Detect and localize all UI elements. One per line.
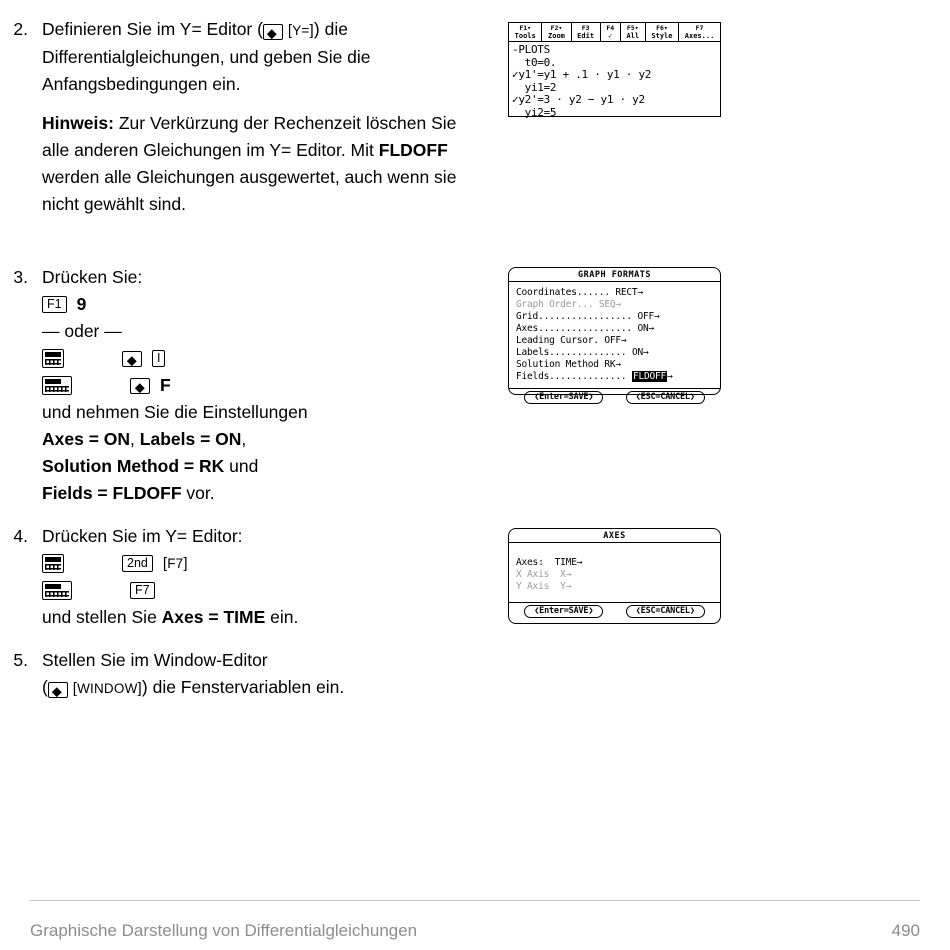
axes-row[interactable]: Y Axis Y→	[516, 581, 572, 592]
step-3-keyrow-ti89	[42, 345, 308, 372]
diamond-key-icon[interactable]	[130, 378, 150, 394]
esc-cancel-button[interactable]: ❮ESC=CANCEL❯	[626, 605, 705, 618]
y-equals-key: [Y=]	[287, 22, 314, 39]
graph-formats-list	[509, 282, 720, 385]
y-equals-key-label: Y=	[292, 23, 310, 38]
second-key[interactable]: 2nd	[122, 555, 153, 572]
note-text-a: Zur Verkürzung der Rechenzeit löschen Sie alle anderen Gleichungen im Y= Editor. Mit	[42, 113, 457, 160]
graph-formats-title: GRAPH FORMATS	[509, 268, 720, 282]
format-row[interactable]: Solution Method RK→	[516, 359, 621, 370]
axes-title: AXES	[509, 529, 720, 543]
f1-key[interactable]: F1	[42, 296, 67, 313]
format-row[interactable]: Graph Order... SEQ→	[516, 299, 621, 310]
axes-row[interactable]: Axes: TIME→	[516, 557, 583, 568]
window-key-label: WINDOW	[77, 681, 138, 696]
screenshot-graph-formats	[508, 267, 721, 402]
step-4-keyrow-ti89	[42, 550, 298, 577]
step-2-paragraph	[42, 16, 470, 98]
toolbar-check[interactable]: F4 ✓	[601, 23, 621, 41]
note-bold-fldoff: FLDOFF	[378, 140, 448, 160]
format-row[interactable]: Labels.............. ON→	[516, 347, 649, 358]
step-3-or: — oder —	[42, 321, 122, 341]
note-label: Hinweis:	[42, 113, 114, 133]
step-3-body	[42, 264, 308, 507]
format-row[interactable]: Grid................. OFF→	[516, 311, 660, 322]
diamond-key-icon[interactable]	[122, 351, 142, 367]
setting-axes-on: Axes = ON	[42, 429, 131, 449]
f7-key[interactable]: F7	[130, 582, 155, 599]
step-3-keyrow-f1	[42, 291, 308, 318]
format-row-fields[interactable]: Fields.............. FLDOFF→	[516, 371, 673, 382]
graph-formats-footer	[509, 388, 720, 405]
step-3-number: 3.	[13, 267, 28, 287]
ti92-calculator-icon	[42, 581, 72, 600]
step-4-tail	[42, 604, 298, 631]
axes-row[interactable]: X Axis X→	[516, 569, 572, 580]
toolbar-zoom[interactable]: F2▾ Zoom	[542, 23, 571, 41]
i-key[interactable]: I	[152, 350, 165, 367]
toolbar-axes[interactable]: F7 Axes...	[684, 24, 715, 40]
screenshot-axes	[508, 528, 721, 624]
step-4-tail-a: und stellen Sie	[42, 607, 162, 627]
step-4-number: 4.	[13, 526, 28, 546]
footer-title: Graphische Darstellung von Differentialgleichungen	[30, 921, 418, 940]
nine-key-label: 9	[76, 294, 87, 314]
y-editor-line: ✓y1'=y1 + .1 · y1 · y2	[512, 68, 652, 81]
step-3-tail-d: Fields = FLDOFF vor.	[42, 483, 215, 503]
step-3-tail-c: Solution Method = RK und	[42, 456, 259, 476]
y-editor-toolbar	[509, 23, 720, 42]
step-5-line-2: ( [WINDOW]) die Fenstervariablen ein.	[42, 674, 344, 702]
toolbar-all[interactable]: F5▾ All	[621, 23, 646, 41]
y-editor-line: yi1=2	[512, 80, 557, 94]
format-row[interactable]: Coordinates...... RECT→	[516, 287, 643, 298]
y-editor-line: -PLOTS	[512, 43, 550, 56]
step-5-number: 5.	[13, 650, 28, 670]
step-2	[0, 16, 470, 218]
toolbar-tools[interactable]: F1▾ Tools	[509, 23, 542, 41]
note-text-b: werden alle Gleichungen ausgewertet, auch wenn sie nicht gewählt sind.	[42, 167, 457, 214]
enter-save-button[interactable]: ❮Enter=SAVE❯	[524, 391, 603, 404]
step-4	[0, 523, 470, 631]
step-3-keyrow-ti92	[42, 372, 308, 399]
footer-divider	[30, 900, 920, 901]
step-3-tail-a: und nehmen Sie die Einstellungen	[42, 402, 308, 422]
setting-fields-fldoff: Fields = FLDOFF	[42, 483, 182, 503]
screenshot-y-editor	[508, 22, 721, 117]
diamond-key-icon	[263, 24, 283, 40]
toolbar-style[interactable]: F6▾ Style	[646, 23, 679, 41]
step-2-text-before: Definieren Sie im Y= Editor (	[42, 19, 263, 39]
axes-footer	[509, 602, 720, 619]
y-editor-body	[509, 42, 720, 121]
y-editor-line: t0=0.	[512, 55, 557, 69]
ti92-calculator-icon	[42, 376, 72, 395]
esc-cancel-button[interactable]: ❮ESC=CANCEL❯	[626, 391, 705, 404]
ti89-calculator-icon	[42, 349, 64, 368]
diamond-key-icon	[48, 682, 68, 698]
f7-bracket-label: F7	[167, 556, 184, 571]
ti89-calculator-icon	[42, 554, 64, 573]
step-3	[0, 264, 470, 507]
window-key: [WINDOW]	[72, 680, 142, 697]
y-editor-line: ✓y2'=3 · y2 − y1 · y2	[512, 93, 645, 106]
step-4-keyrow-ti92	[42, 577, 298, 604]
fields-value-highlighted: FLDOFF	[632, 371, 667, 382]
format-row[interactable]: Axes................. ON→	[516, 323, 655, 334]
format-row[interactable]: Leading Cursor. OFF→	[516, 335, 627, 346]
f7-bracket-key[interactable]: [F7]	[162, 555, 188, 572]
toolbar-edit[interactable]: F3 Edit	[572, 23, 601, 41]
step-5	[0, 647, 470, 702]
setting-axes-time: Axes = TIME	[161, 607, 266, 627]
enter-save-button[interactable]: ❮Enter=SAVE❯	[524, 605, 603, 618]
f-key-label: F	[160, 375, 171, 395]
step-4-tail-b: ein.	[265, 607, 299, 627]
step-4-body	[42, 523, 298, 631]
setting-labels-on: Labels = ON	[139, 429, 242, 449]
step-5-line-1: Stellen Sie im Window-Editor	[42, 650, 268, 670]
step-5-body	[42, 647, 344, 702]
step-4-lead: Drücken Sie im Y= Editor:	[42, 526, 243, 546]
y-editor-line: yi2=5	[512, 105, 557, 119]
step-2-number: 2.	[13, 19, 28, 39]
axes-list	[509, 543, 720, 595]
step-2-note	[42, 110, 470, 218]
step-2-body	[42, 16, 470, 218]
footer-page-number: 490	[891, 921, 920, 940]
setting-solution-method-rk: Solution Method = RK	[42, 456, 225, 476]
step-3-lead: Drücken Sie:	[42, 267, 143, 287]
step-3-tail-b: Axes = ON, Labels = ON,	[42, 429, 247, 449]
step-2-text-after: ) die Differentialgleichungen, und geben Sie die Anfangsbedingungen ein.	[42, 19, 371, 94]
